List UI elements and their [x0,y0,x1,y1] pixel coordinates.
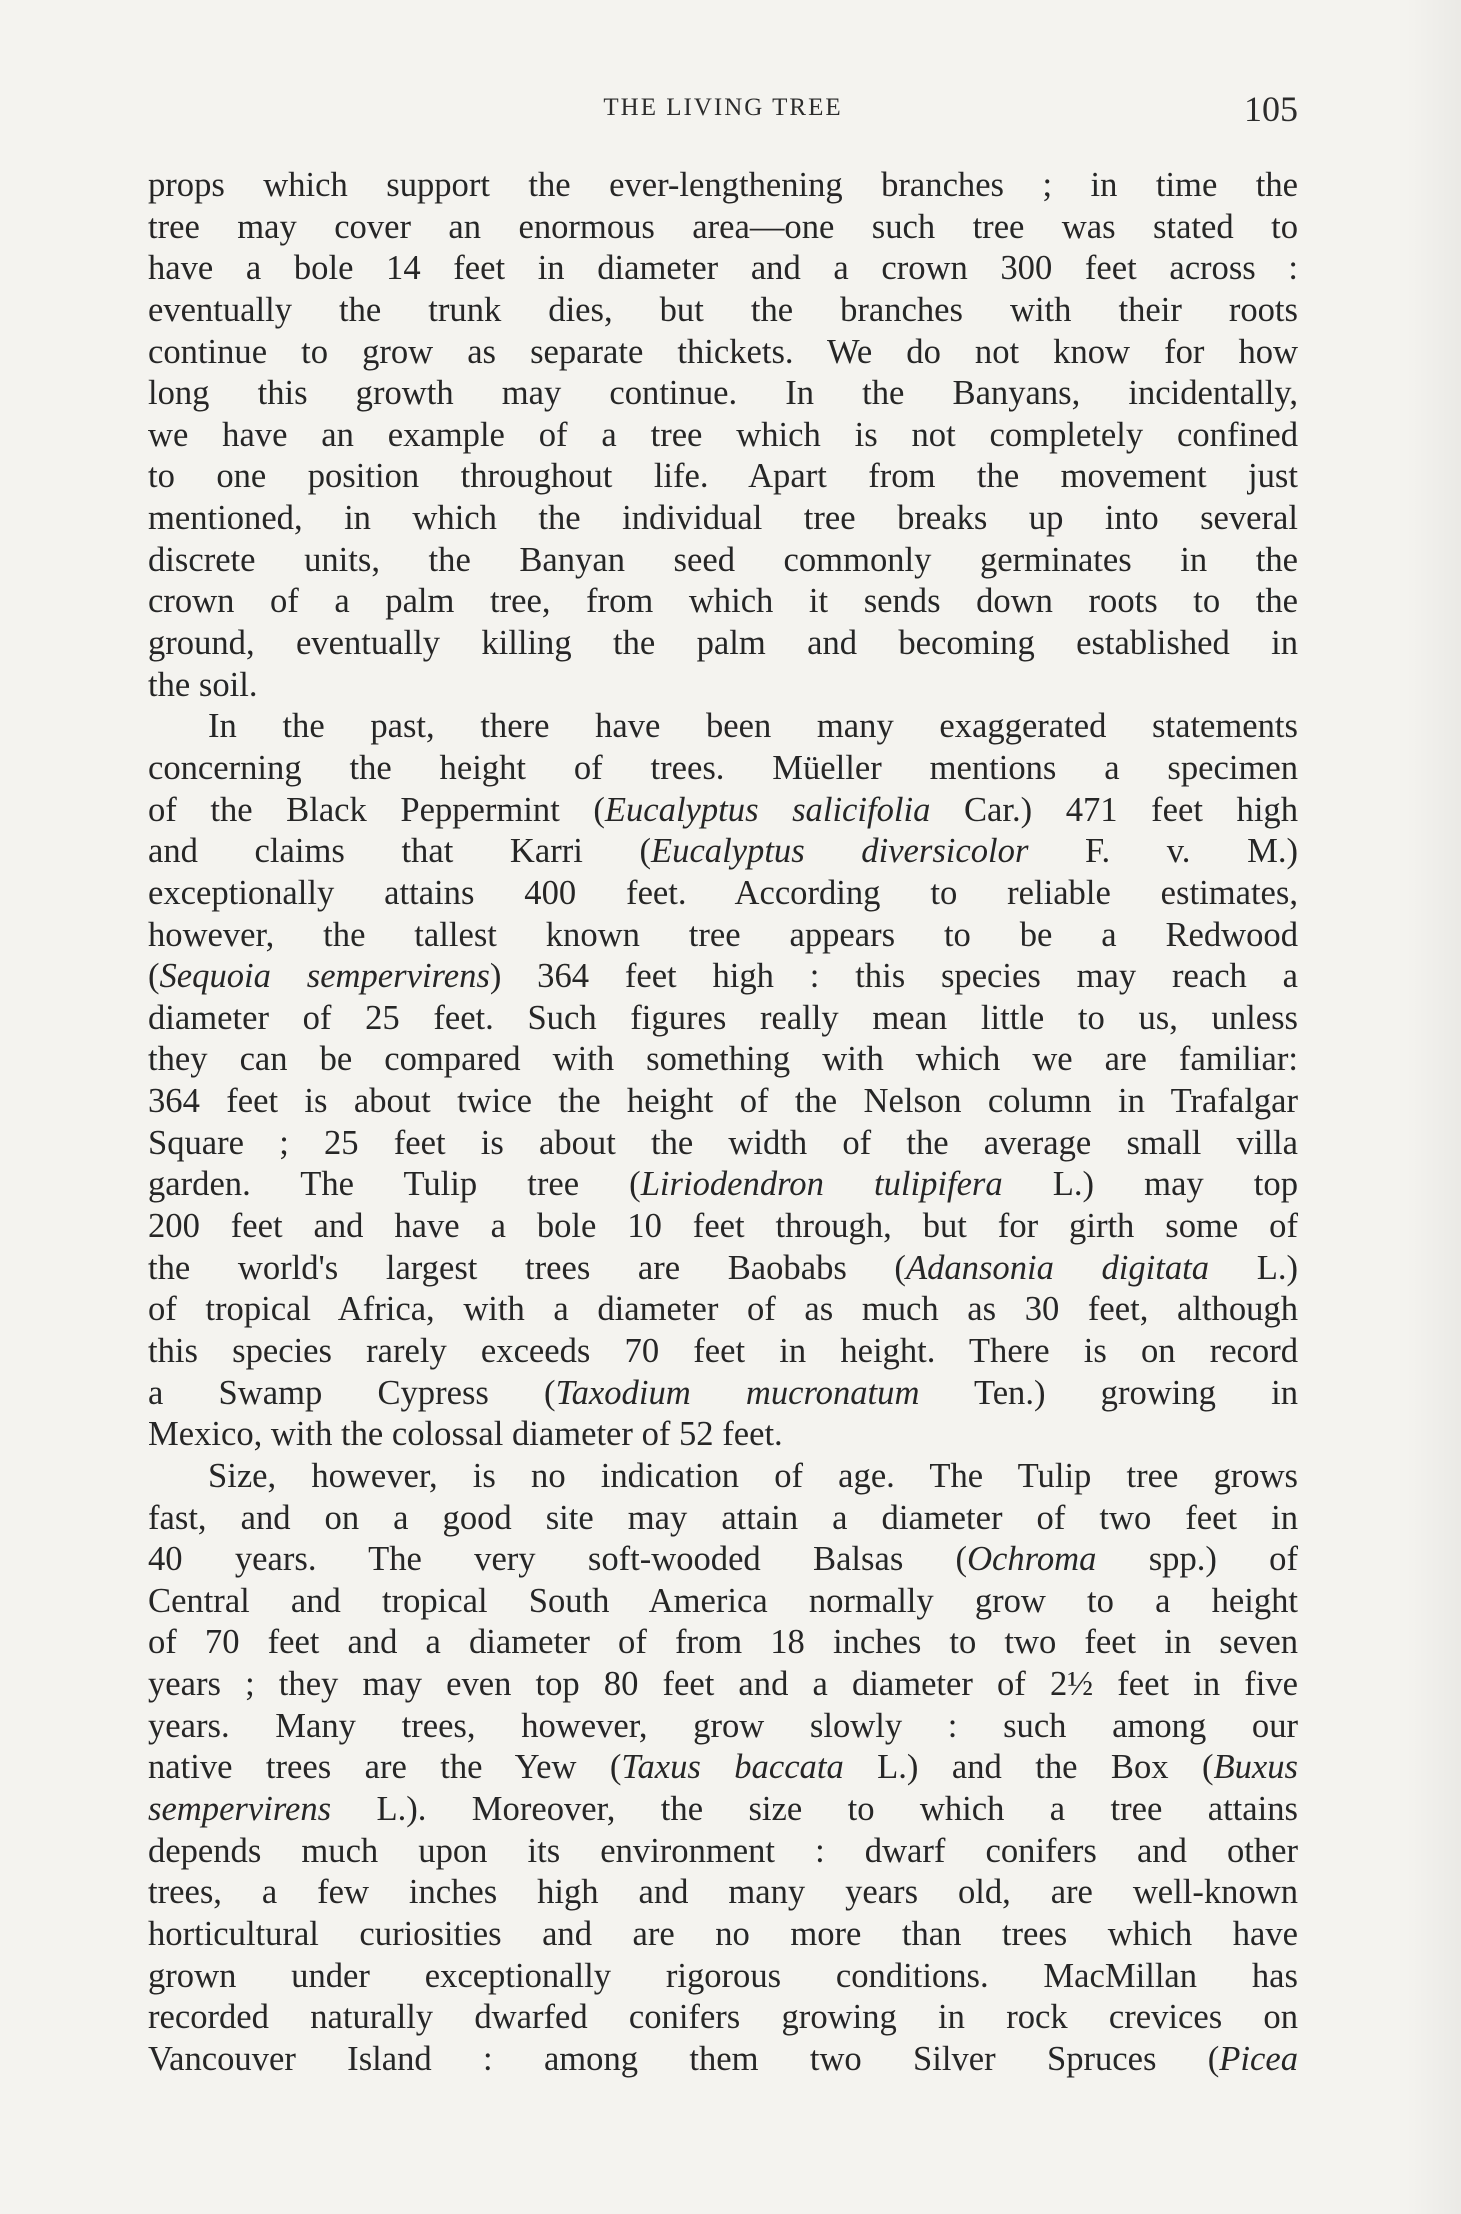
text-line [148,706,1298,748]
body-text [148,165,1298,2080]
page-edge-shadow [1406,0,1461,2214]
text-line [148,248,1298,290]
text-segment: of tropical Africa, with a diameter of as much as 30 feet, although [148,1290,1298,1329]
text-line [148,415,1298,457]
text-segment: Square ; 25 feet is about the width of the average small villa [148,1123,1298,1162]
text-line [148,165,1298,207]
text-segment: to one position throughout life. Apart from the movement just [148,457,1298,496]
text-segment: and claims that Karri ( [148,832,652,871]
text-segment: of the Black Peppermint ( [148,790,605,829]
text-segment: continue to grow as separate thickets. We do not know for how [148,332,1298,371]
text-line [148,1373,1298,1415]
page-number: 105 [1244,89,1298,129]
text-segment: Central and tropical South America normally grow to a height [148,1581,1298,1620]
text-segment: Car.) 471 feet high [930,790,1299,829]
text-line [148,2039,1298,2081]
text-segment: fast, and on a good site may attain a diameter of two feet in [148,1498,1298,1537]
text-segment: years ; they may even top 80 feet and a diameter of 2½ feet in five [148,1665,1298,1704]
text-line [148,1914,1298,1956]
text-line [148,1206,1298,1248]
text-segment: grown under exceptionally rigorous conditions. MacMillan has [148,1956,1298,1995]
text-line [148,873,1298,915]
italic-text: sempervirens [148,1789,332,1828]
text-line [148,1498,1298,1540]
text-line [148,581,1298,623]
text-line [148,1331,1298,1373]
text-line [148,1039,1298,1081]
text-line [148,1539,1298,1581]
text-segment: garden. The Tulip tree ( [148,1165,641,1204]
text-segment: a Swamp Cypress ( [148,1373,556,1412]
text-line [148,1289,1298,1331]
text-line [148,498,1298,540]
text-segment: mentioned, in which the individual tree breaks up into several [148,499,1298,538]
italic-text: Eucalyptus salicifolia [604,790,931,829]
text-segment: discrete units, the Banyan seed commonly germinates in the [148,540,1298,579]
text-segment: they can be compared with something with which we are familiar: [148,1040,1298,1079]
italic-text: Sequoia sempervirens [159,957,490,996]
running-title: THE LIVING TREE [603,94,843,121]
text-segment: recorded naturally dwarfed conifers growing in rock crevices on [148,1998,1298,2037]
text-segment: horticultural curiosities and are no more than trees which have [148,1914,1298,1953]
text-line [148,1664,1298,1706]
text-segment: long this growth may continue. In the Banyans, incidentally, [148,374,1298,413]
text-segment: trees, a few inches high and many years old, are well-known [148,1873,1298,1912]
text-line [148,373,1298,415]
text-segment: the soil. [148,665,258,704]
text-line [148,207,1298,249]
text-line [148,1872,1298,1914]
text-line [148,956,1298,998]
text-segment: of 70 feet and a diameter of from 18 inches to two feet in seven [148,1623,1298,1662]
text-line [148,332,1298,374]
text-segment: Ten.) growing in [919,1373,1298,1412]
text-segment: crown of a palm tree, from which it sends down roots to the [148,582,1298,621]
text-line [148,1164,1298,1206]
text-line [148,456,1298,498]
text-line [148,290,1298,332]
text-segment: props which support the ever-lengthening branches ; in time the [148,166,1298,204]
text-segment: F. v. M.) [1028,832,1298,871]
text-segment: spp.) of [1096,1540,1298,1579]
italic-text: Taxus baccata [621,1748,844,1787]
text-segment: In the past, there have been many exaggerated statements [208,707,1298,746]
text-line [148,1956,1298,1998]
text-segment: 40 years. The very soft-wooded Balsas ( [148,1540,968,1579]
italic-text: Picea [1219,2039,1298,2078]
running-head [148,88,1298,138]
text-segment: L.) may top [1002,1165,1298,1204]
text-segment: ground, eventually killing the palm and becoming established in [148,624,1298,663]
text-line [148,1997,1298,2039]
text-segment: this species rarely exceeds 70 feet in height. There is on record [148,1331,1298,1370]
text-segment: L.) and the Box ( [843,1748,1214,1787]
text-line [148,1081,1298,1123]
text-line [148,1747,1298,1789]
text-line [148,623,1298,665]
text-segment: eventually the trunk dies, but the branches with their roots [148,290,1298,329]
italic-text: Eucalyptus diversicolor [651,832,1029,871]
text-segment: diameter of 25 feet. Such figures really mean little to us, unless [148,998,1298,1037]
text-line [148,665,1298,707]
text-line [148,790,1298,832]
text-segment: Vancouver Island : among them two Silver Spruces ( [148,2039,1220,2078]
text-line [148,1581,1298,1623]
text-segment: years. Many trees, however, grow slowly : such among our [148,1706,1298,1745]
text-segment: we have an example of a tree which is not completely confined [148,415,1298,454]
text-segment: 364 feet is about twice the height of the Nelson column in Trafalgar [148,1082,1298,1121]
text-segment: Mexico, with the colossal diameter of 52 feet. [148,1415,783,1454]
text-segment: L.). Moreover, the size to which a tree attains [331,1789,1298,1828]
text-segment: 200 feet and have a bole 10 feet through, but for girth some of [148,1207,1298,1246]
italic-text: Taxodium mucronatum [555,1373,920,1412]
text-segment: exceptionally attains 400 feet. According to reliable estimates, [148,873,1298,912]
text-line [148,915,1298,957]
italic-text: Adansonia digitata [905,1248,1210,1287]
text-line [148,1622,1298,1664]
text-line [148,540,1298,582]
text-line [148,1414,1298,1456]
text-segment: depends much upon its environment : dwarf conifers and other [148,1831,1298,1870]
text-line [148,1456,1298,1498]
text-line [148,1789,1298,1831]
text-line [148,748,1298,790]
text-line [148,998,1298,1040]
text-segment: native trees are the Yew ( [148,1748,622,1787]
text-segment: however, the tallest known tree appears to be a Redwood [148,915,1298,954]
text-segment: L.) [1209,1248,1298,1287]
text-segment: concerning the height of trees. Müeller mentions a specimen [148,748,1298,787]
text-segment: ( [148,957,160,996]
text-line [148,1706,1298,1748]
text-segment: ) 364 feet high : this species may reach a [489,957,1298,996]
text-segment: the world's largest trees are Baobabs ( [148,1248,906,1287]
text-segment: tree may cover an enormous area—one such tree was stated to [148,207,1298,246]
text-line [148,1248,1298,1290]
italic-text: Ochroma [967,1540,1097,1579]
text-segment: Size, however, is no indication of age. The Tulip tree grows [208,1456,1298,1495]
text-line [148,1123,1298,1165]
text-segment: have a bole 14 feet in diameter and a crown 300 feet across : [148,249,1298,288]
italic-text: Liriodendron tulipifera [640,1165,1003,1204]
italic-text: Buxus [1213,1748,1298,1787]
text-line [148,831,1298,873]
text-line [148,1831,1298,1873]
